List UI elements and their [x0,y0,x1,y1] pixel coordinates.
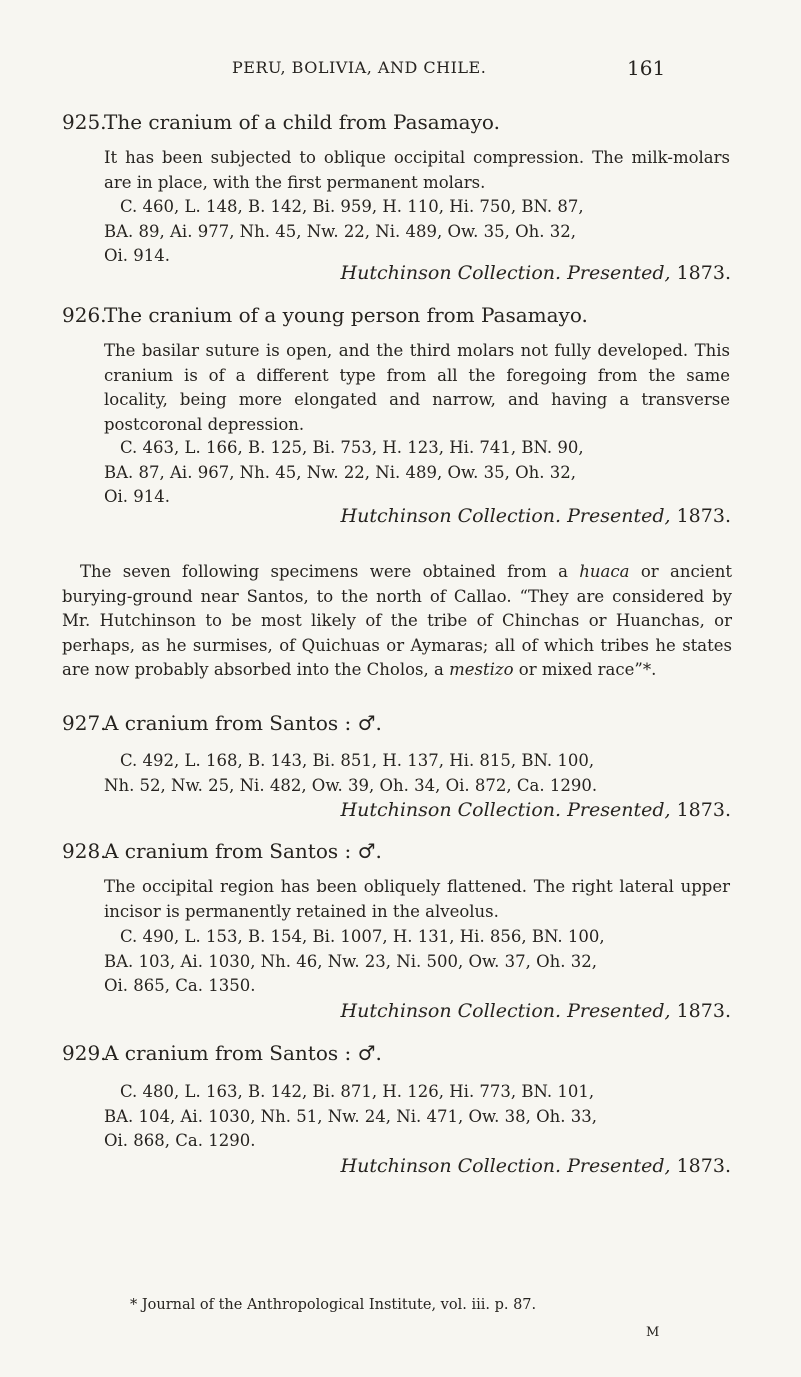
entry-926-heading [62,303,588,327]
presented-label: Presented, [567,1000,671,1022]
presented-year: 1873. [676,262,731,284]
page-number: 161 [627,56,666,80]
entry-925-description: It has been subjected to oblique occipital compression. The milk-molars are in place, with the first permanent molars. [104,148,730,192]
entry-928-heading [62,839,382,863]
presented-year: 1873. [676,505,731,527]
presented-label: Presented, [567,262,671,284]
measure-line: Nh. 52, Nw. 25, Ni. 482, Ow. 39, Oh. 34, Oi. 872, Ca. 1290. [104,775,598,795]
presented-label: Presented, [567,505,671,527]
presented-label: Presented, [567,799,671,821]
page-header [0,58,801,88]
collection-name: Hutchinson Collection. [340,262,562,284]
entry-928-description: The occipital region has been obliquely flattened. The right lateral upper incisor is permanently retained in the alveolus. [104,877,730,921]
intro-italic-huaca: huaca [579,562,630,581]
measure-line: BA. 89, Ai. 977, Nh. 45, Nw. 22, Ni. 489, Ow. 35, Oh. 32, [104,221,577,241]
presented-year: 1873. [676,799,731,821]
measure-line: C. 480, L. 163, B. 142, Bi. 871, H. 126, Hi. 773, BN. 101, [120,1082,595,1101]
intro-italic-mestizo: mestizo [449,660,514,679]
entry-927-measurements [104,749,734,798]
entry-925-measurements [104,195,734,269]
entry-929-credit [341,1155,731,1177]
intro-text-b: or ancient burying-ground near Santos, to the north of Callao. “They are considered by Mr. Hutchinson to be most likely of the tribe of Chinchas or Huanchas, or perhaps, as he surmises, of Quichuas or Aymaras; all of which tribes he states are now probably absorbed into the Cholos, a [62,562,732,679]
signature-mark: M [646,1325,660,1340]
intro-text-c: or mixed race”*. [518,660,657,679]
presented-year: 1873. [676,1000,731,1022]
footnote: * Journal of the Anthropological Institute, vol. iii. p. 87. [130,1297,537,1313]
entry-title: A cranium from Santos : ♂. [104,1041,382,1065]
measure-line: Oi. 914. [104,487,171,506]
entry-929-measurements [104,1080,734,1154]
measure-line: BA. 87, Ai. 967, Nh. 45, Nw. 22, Ni. 489, Ow. 35, Oh. 32, [104,462,577,482]
measure-line: C. 463, L. 166, B. 125, Bi. 753, H. 123, Hi. 741, BN. 90, [120,438,584,457]
measure-line: BA. 104, Ai. 1030, Nh. 51, Nw. 24, Ni. 471, Ow. 38, Oh. 33, [104,1106,598,1126]
measure-line: C. 490, L. 153, B. 154, Bi. 1007, H. 131, Hi. 856, BN. 100, [120,927,605,946]
collection-name: Hutchinson Collection. [340,1155,562,1177]
entry-928-measurements [104,925,734,999]
collection-name: Hutchinson Collection. [340,505,562,527]
running-head: PERU, BOLIVIA, AND CHILE. [232,58,487,77]
entry-number: 927. [62,711,107,735]
presented-year: 1873. [676,1155,731,1177]
intro-text-a: The seven following specimens were obtained from a [80,562,568,581]
entry-929-heading [62,1041,382,1065]
intro-paragraph [62,560,732,683]
collection-name: Hutchinson Collection. [340,799,562,821]
entry-title: The cranium of a young person from Pasamayo. [104,303,588,327]
entry-925-heading [62,110,500,134]
entry-925-credit [341,262,731,284]
entry-number: 925. [62,110,107,134]
entry-title: A cranium from Santos : ♂. [104,711,382,735]
entry-number: 926. [62,303,107,327]
measure-line: Oi. 865, Ca. 1350. [104,976,256,995]
measure-line: Oi. 868, Ca. 1290. [104,1131,256,1150]
measure-line: C. 460, L. 148, B. 142, Bi. 959, H. 110, Hi. 750, BN. 87, [120,197,584,216]
measure-line: BA. 103, Ai. 1030, Nh. 46, Nw. 23, Ni. 500, Ow. 37, Oh. 32, [104,951,598,971]
measure-line: Oi. 914. [104,246,171,265]
entry-926-measurements [104,436,734,510]
entry-928-credit [341,1000,731,1022]
measure-line: C. 492, L. 168, B. 143, Bi. 851, H. 137, Hi. 815, BN. 100, [120,751,595,770]
entry-title: A cranium from Santos : ♂. [104,839,382,863]
presented-label: Presented, [567,1155,671,1177]
entry-number: 928. [62,839,107,863]
collection-name: Hutchinson Collection. [340,1000,562,1022]
entry-number: 929. [62,1041,107,1065]
entry-title: The cranium of a child from Pasamayo. [104,110,500,134]
entry-926-description: The basilar suture is open, and the third molars not fully developed. This cranium is of a different type from all the foregoing from the same locality, being more elongated and narrow, and having a transverse postcoronal depression. [104,341,730,434]
entry-926-credit [341,505,731,527]
entry-927-credit [341,799,731,821]
entry-927-heading [62,711,382,735]
